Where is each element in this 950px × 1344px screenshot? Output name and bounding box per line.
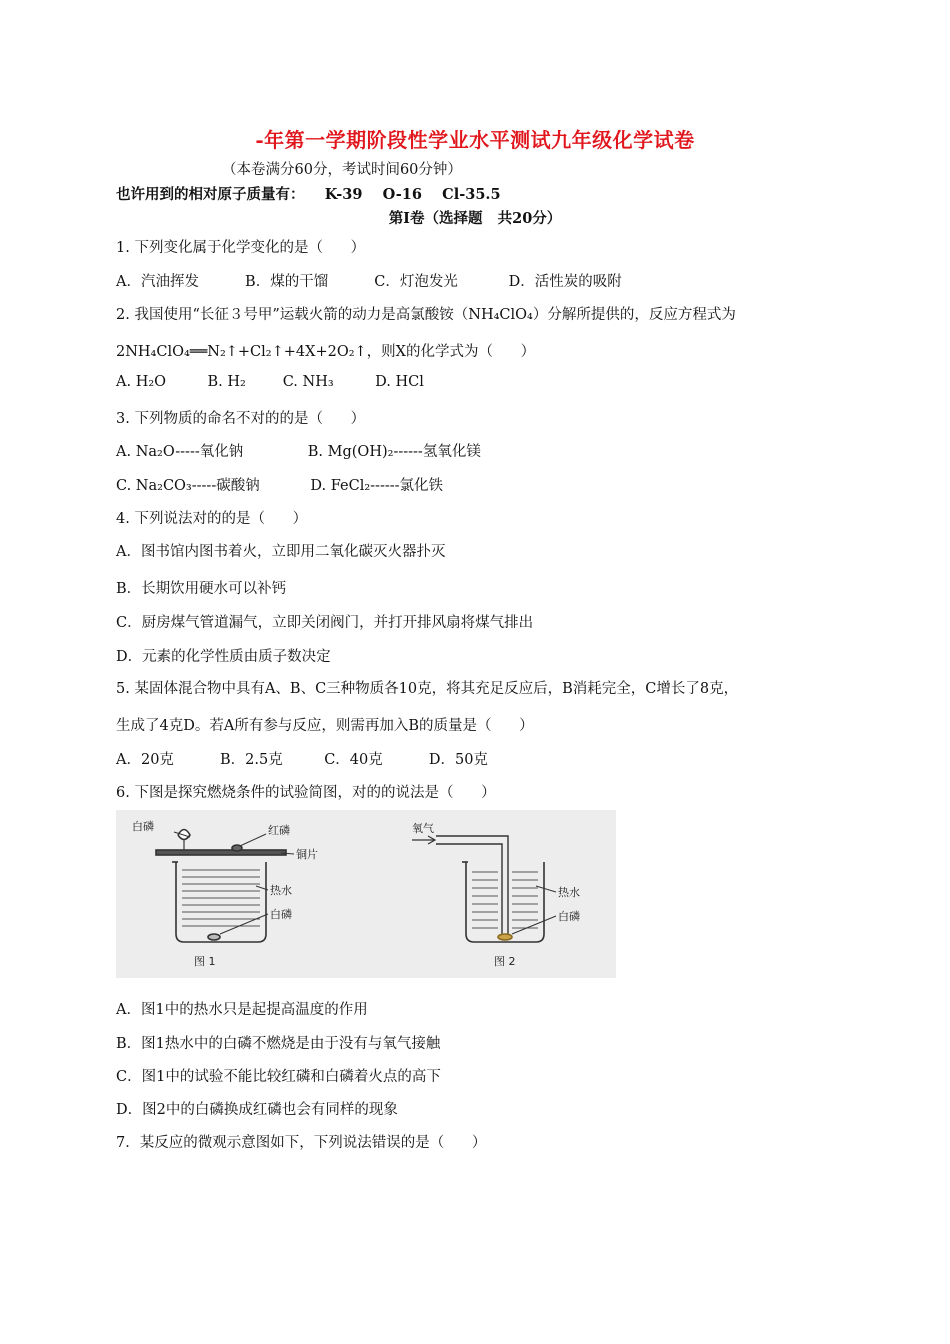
white-phosphorus-flame (178, 830, 190, 840)
fig1-caption: 图 1 (194, 955, 216, 968)
q2-stem: 2. 我国使用“长征３号甲”运载火箭的动力是高氯酸铵（NH₄ClO₄）分解所提供的，反应方程式为 (116, 307, 736, 323)
q3-stem: 3. 下列物质的命名不对的的是（ ） (116, 411, 366, 427)
submerged-white-phosphorus (208, 934, 220, 940)
q1-stem: 1. 下列变化属于化学变化的是（ ） (116, 240, 366, 256)
fig2-hot-water-label: 热水 (558, 886, 580, 899)
q3-options-ab: A. Na₂O-----氧化钠 B. Mg(OH)₂------氢氧化镁 (116, 444, 481, 460)
q4-stem: 4. 下列说法对的的是（ ） (116, 511, 308, 527)
copper-plate (156, 850, 286, 855)
q6-option-a: A．图1中的热水只是起提高温度的作用 (116, 1002, 368, 1018)
exam-title: -年第一学期阶段性学业水平测试九年级化学试卷 (255, 128, 695, 152)
q5-stem-2: 生成了4克D。若A所有参与反应，则需再加入B的质量是（ ） (116, 718, 534, 734)
q6-option-c: C．图1中的试验不能比较红磷和白磷着火点的高下 (116, 1069, 441, 1085)
exam-subtitle: （本卷满分60分，考试时间60分钟） (222, 162, 462, 178)
q3-options-cd: C. Na₂CO₃-----碳酸钠 D. FeCl₂------氯化铁 (116, 478, 444, 494)
q6-stem: 6. 下图是探究燃烧条件的试验简图，对的的说法是（ ） (116, 785, 496, 801)
section-heading: 第Ⅰ卷（选择题 共20分） (388, 210, 562, 227)
fig1-copper-label: 铜片 (296, 848, 318, 861)
q4-option-b: B．长期饮用硬水可以补钙 (116, 581, 287, 597)
q1-options: A．汽油挥发 B．煤的干馏 C．灯泡发光 D．活性炭的吸附 (116, 274, 622, 290)
fig1-red-phosphorus-label: 红磷 (268, 824, 290, 837)
fig2-caption: 图 2 (494, 955, 516, 968)
fig2-white-phosphorus (498, 934, 512, 940)
q4-option-d: D．元素的化学性质由质子数决定 (116, 649, 331, 665)
fig2-oxygen-label: 氧气 (412, 822, 434, 835)
q2-equation: 2NH₄ClO₄══N₂↑+Cl₂↑+4X+2O₂↑，则X的化学式为（ ） (116, 344, 536, 360)
q2-options: A. H₂O B. H₂ C. NH₃ D. HCl (116, 374, 424, 390)
q5-stem: 5. 某固体混合物中具有A、B、C三种物质各10克，将其充足反应后，B消耗完全，C增长了8克， (116, 681, 739, 697)
combustion-experiment-figure (116, 810, 616, 978)
combustion-diagram (116, 810, 616, 978)
fig1-white-phosphorus2-label: 白磷 (270, 908, 292, 921)
fig1-white-phosphorus-label: 白磷 (132, 820, 154, 833)
q4-option-a: A．图书馆内图书着火，立即用二氧化碳灭火器扑灭 (116, 544, 446, 560)
fig2-white-phosphorus-label: 白磷 (558, 910, 580, 923)
q4-option-c: C．厨房煤气管道漏气，立即关闭阀门，并打开排风扇将煤气排出 (116, 615, 534, 631)
q6-option-b: B．图1热水中的白磷不燃烧是由于没有与氧气接触 (116, 1036, 441, 1052)
q5-options: A．20克 B．2.5克 C．40克 D．50克 (116, 752, 488, 768)
atomic-masses: 也许用到的相对原子质量有： K-39 O-16 Cl-35.5 (116, 186, 501, 203)
figure-2-beaker-setup (412, 836, 556, 942)
q6-option-d: D．图2中的白磷换成红磷也会有同样的现象 (116, 1102, 398, 1118)
q7-stem: 7．某反应的微观示意图如下，下列说法错误的是（ ） (116, 1135, 487, 1151)
fig1-hot-water-label: 热水 (270, 884, 292, 897)
